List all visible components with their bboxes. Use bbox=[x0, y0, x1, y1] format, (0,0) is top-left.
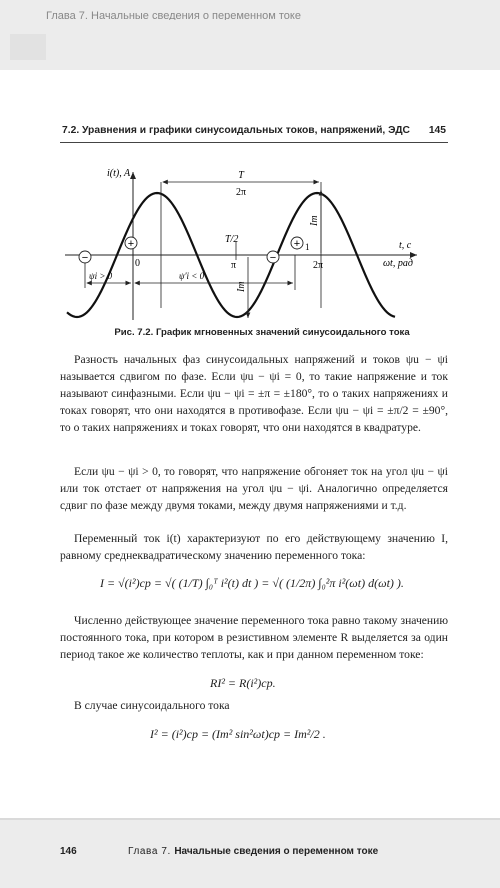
psi-positive-label: ψi > 0 bbox=[89, 271, 113, 281]
svg-text:−: − bbox=[269, 252, 277, 264]
minus-sign-right bbox=[267, 251, 279, 264]
paragraph-effective-value: Переменный ток i(t) характеризуют по его действующему значению I, равному среднеквадратическому значению переменного тока: bbox=[60, 532, 448, 562]
x-axis-time-label: t, c bbox=[399, 240, 412, 251]
period-T-label: T bbox=[238, 170, 244, 181]
sinusoid-figure bbox=[55, 160, 425, 325]
chapter-heading bbox=[128, 846, 378, 857]
chapter-prefix: Глава 7. bbox=[128, 846, 171, 857]
paragraph-phase-shift: Разность начальных фаз синусоидальных напряжений и токов ψu − ψi называется сдвигом по фазе. Если ψu − ψi = 0, то такие напряжение и ток называют синфазными. Если ψu − ψi = ±π = ±180°, то о таких напряжениях и токах говорят, что они находятся в противофазе. Если ψu − ψi = ±π/2 = ±90°, то о таких напряжениях и токах говорят, что они находятся в квадратуре. bbox=[60, 353, 448, 434]
page-number: 145 bbox=[428, 125, 446, 136]
pi-label: π bbox=[231, 260, 237, 271]
previous-page-strip bbox=[0, 0, 500, 70]
plus-sign-left bbox=[125, 237, 137, 250]
chapter-title: Начальные сведения о переменном токе bbox=[174, 846, 379, 857]
psi-negative-label: ψ′i < 0 bbox=[179, 271, 205, 281]
header-rule bbox=[60, 142, 448, 143]
amplitude-label-right: Im bbox=[309, 215, 320, 226]
paragraph-sinusoidal-case: В случае синусоидального тока bbox=[74, 699, 230, 712]
running-header bbox=[62, 125, 446, 136]
formula-heat: RI² = R(i²)ср. bbox=[210, 676, 276, 690]
amplitude-label-mid: Im bbox=[236, 281, 247, 292]
svg-text:−: − bbox=[81, 252, 89, 264]
plus-sign-right bbox=[291, 237, 303, 250]
formula-rms: I = √(i²)ср = √( (1/T) ∫₀ᵀ i²(t) dt ) = √( (1/2π) ∫₀²π i²(ωt) d(ωt) ). bbox=[100, 576, 404, 590]
two-pi-label: 2π bbox=[313, 260, 324, 271]
period-2pi-label: 2π bbox=[235, 187, 247, 198]
previous-page-thumbnail bbox=[10, 34, 46, 60]
y-axis-label: i(t), A bbox=[107, 168, 131, 179]
figure-caption: Рис. 7.2. График мгновенных значений синусоидального тока bbox=[114, 327, 410, 338]
paragraph-leading-lagging: Если ψu − ψi > 0, то говорят, что напряжение обгоняет ток на угол ψu − ψi или ток отстает от напряжения на угол ψu − ψi. Аналогично определяется сдвиг по фазе между двумя токами, между двумя напряжениями и т.д. bbox=[60, 465, 448, 512]
svg-text:+: + bbox=[293, 238, 301, 250]
section-title: 7.2. Уравнения и графики синусоидальных токов, напряжений, ЭДС bbox=[62, 125, 410, 136]
point-one-label: 1 bbox=[305, 242, 310, 252]
half-period-label: T/2 bbox=[225, 234, 239, 245]
svg-text:+: + bbox=[127, 238, 135, 250]
previous-page-ghost-text: Глава 7. Начальные сведения о переменном токе bbox=[46, 10, 301, 20]
origin-label: 0 bbox=[135, 258, 140, 269]
x-axis-angle-label: ωt, рад bbox=[383, 258, 413, 269]
next-page-header bbox=[60, 846, 450, 857]
paragraph-heat-equivalence: Численно действующее значение переменного тока равно такому значению постоянного тока, при котором в резистивном элементе R выделяется за один период такое же количество теплоты, как и при данном переменном токе: bbox=[60, 614, 448, 661]
minus-sign-left bbox=[79, 251, 91, 264]
next-page-number: 146 bbox=[60, 846, 77, 857]
formula-sinusoidal-rms: I² = (i²)ср = (Im² sin²ωt)ср = Im²/2 . bbox=[150, 727, 326, 741]
